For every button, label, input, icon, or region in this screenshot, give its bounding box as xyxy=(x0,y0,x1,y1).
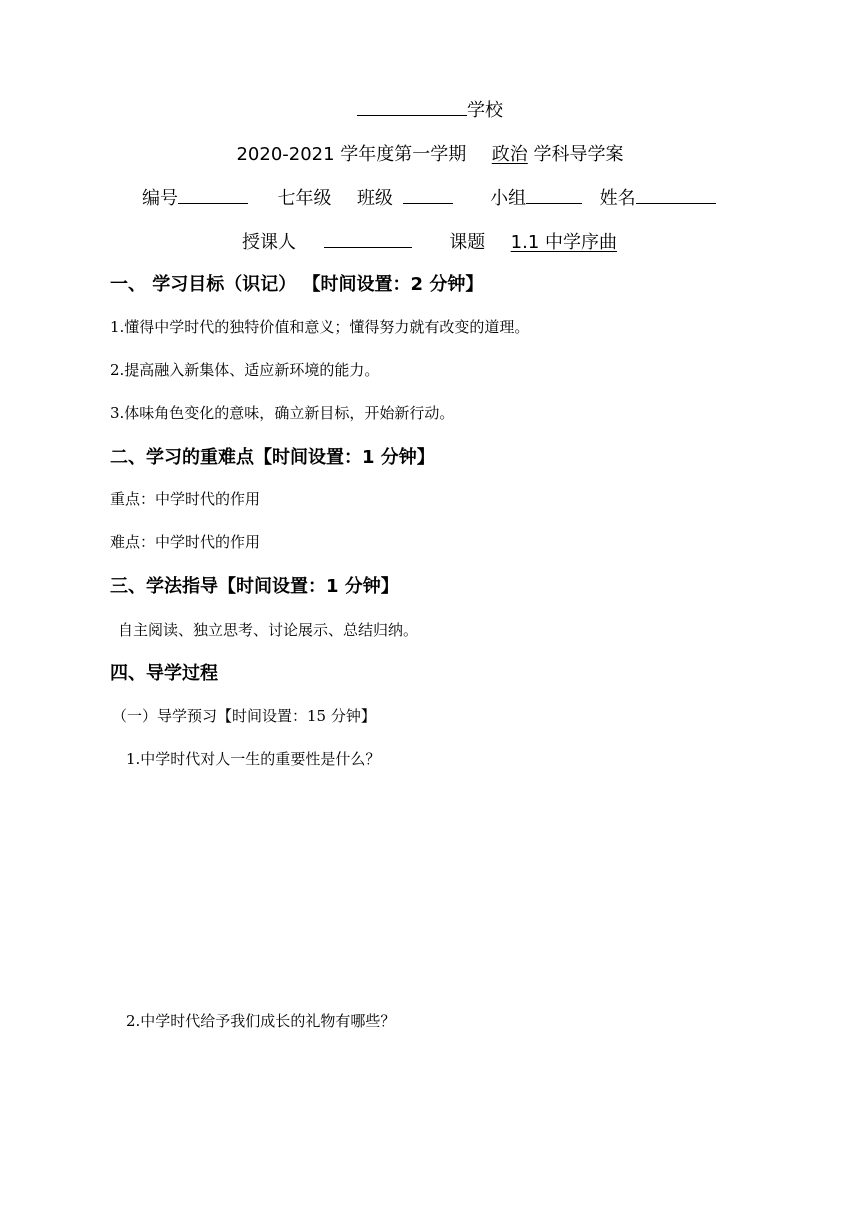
section-3-title: 三、学法指导【时间设置：1 分钟】 xyxy=(110,576,399,597)
section-1-title: 一、 学习目标（识记） 【时间设置：2 分钟】 xyxy=(110,274,484,295)
term-label: 2020-2021 学年度第一学期 xyxy=(236,144,467,165)
section-2-title: 二、学习的重难点【时间设置：1 分钟】 xyxy=(110,447,435,468)
teacher-blank[interactable] xyxy=(324,231,412,248)
term-subject-line xyxy=(0,140,860,166)
question-2: 2.中学时代给予我们成长的礼物有哪些？ xyxy=(126,1012,396,1030)
objective-item-2: 2.提高融入新集体、适应新环境的能力。 xyxy=(110,361,380,379)
objective-item-3: 3.体味角色变化的意味，确立新目标，开始新行动。 xyxy=(110,404,455,422)
question-1: 1.中学时代对人一生的重要性是什么？ xyxy=(126,750,381,768)
grade-label: 七年级 xyxy=(277,188,332,209)
serial-blank[interactable] xyxy=(178,187,248,204)
topic-value: 1.1 中学序曲 xyxy=(510,232,618,253)
group-blank[interactable] xyxy=(526,187,582,204)
serial-label: 编号 xyxy=(142,188,178,209)
topic-label: 课题 xyxy=(449,232,486,253)
subject-value: 政治 xyxy=(491,144,528,165)
name-label: 姓名 xyxy=(599,188,636,209)
school-line xyxy=(0,96,860,122)
school-name-blank[interactable] xyxy=(357,99,467,116)
teacher-label: 授课人 xyxy=(242,232,296,253)
teacher-topic-line xyxy=(242,228,617,254)
school-suffix: 学校 xyxy=(467,100,503,121)
objective-item-1: 1.懂得中学时代的独特价值和意义；懂得努力就有改变的道理。 xyxy=(110,318,530,336)
study-method-text: 自主阅读、独立思考、讨论展示、总结归纳。 xyxy=(118,621,419,639)
name-blank[interactable] xyxy=(636,187,716,204)
group-label: 小组 xyxy=(490,188,527,209)
subject-suffix: 学科导学案 xyxy=(533,144,624,165)
preview-subsection-title: （一）导学预习【时间设置：15 分钟】 xyxy=(112,707,376,725)
key-point: 重点：中学时代的作用 xyxy=(110,490,261,508)
difficult-point: 难点：中学时代的作用 xyxy=(110,533,261,551)
section-4-title: 四、导学过程 xyxy=(110,663,218,684)
student-info-line xyxy=(142,184,716,210)
class-label: 班级 xyxy=(356,188,393,209)
class-blank[interactable] xyxy=(403,187,453,204)
